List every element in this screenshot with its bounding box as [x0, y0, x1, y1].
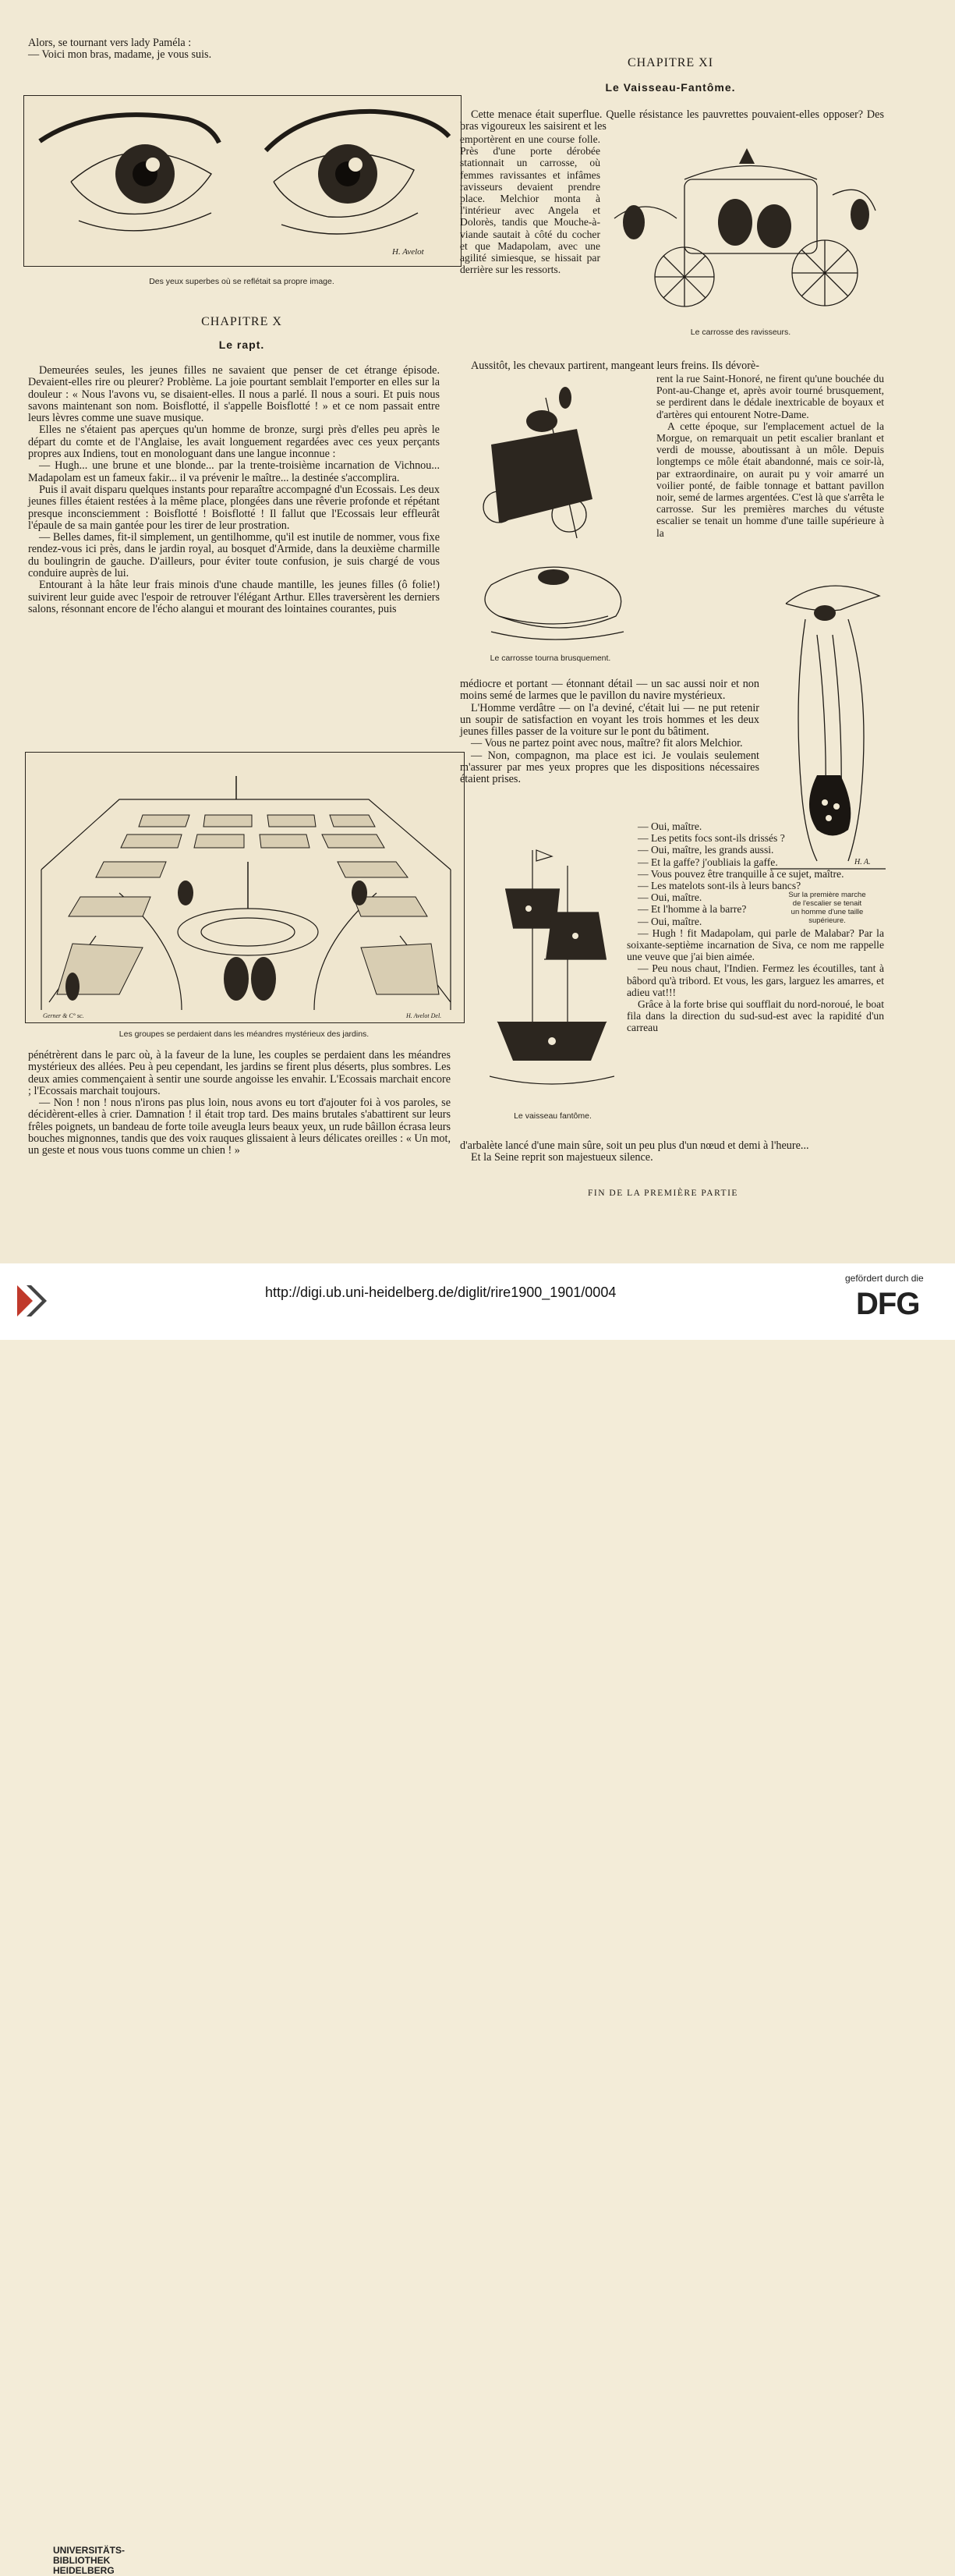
paragraph: rent la rue Saint-Honoré, ne firent qu'une bouchée du Pont-au-Change et, après avoir tourné brusquement, se perdirent dans le dédale inextricable de boyaux et d'artères qui entourent Notre-Dame. [656, 373, 884, 420]
gardens-signature-right: H. Avelot Del. [406, 1012, 442, 1019]
gardens-drawing [26, 753, 464, 1022]
tall-man-signature: H. A. [854, 858, 871, 866]
paragraph: — Belles dames, fit-il simplement, un gentilhomme, qu'il est inutile de nommer, vous fixe rendez-vous ici près, dans le jardin royal, au bosquet d'Armide, dans la deuxième charmille du boulingrin de gauche. D'ailleurs, pour éviter toute confusion, je suis chargé de vous conduire auprès de lui. [28, 531, 440, 580]
paragraph: emportèrent en une course folle. Près d'une porte dérobée stationnait un carrosse, où femmes ravissantes et infâmes ravisseurs devaient prendre place. Melchior monta à l'intérieur avec Angela et Dolorès, tandis que Mouche-à-viande sautait à côté du cocher et que Madapolam, avec une agilité simiesque, se hissait par derrière sur les ressorts. [460, 133, 600, 276]
paragraph: Demeurées seules, les jeunes filles ne savaient que penser de cet étrange épisode. Devaient-elles rire ou pleurer? Problème. La joie pourtant semblait l'emporter en elles sur la douleur : « Nous l'avons vu, se disaient-elles. Il nous a parlé. Il nous a souri. Et puis nous savons maintenant son nom. Boisflotté, il s'appelle Boisflotté ! » et ce nom passait entre leurs lèvres comme une suave musique. [28, 364, 440, 425]
right-line-a [460, 360, 884, 372]
dialog-line: — Les petits focs sont-ils drissés ? [638, 832, 785, 845]
gardens-signature-left: Gerner & C° sc. [43, 1012, 84, 1019]
right-mid [460, 679, 759, 786]
paragraph: Entourant à la hâte leur frais minois d'une chaude mantille, les jeunes filles (ô folie!) suivirent leur guide avec l'espoir de retrouver l'élégant Arthur. Elles traversèrent les derniers salons, résonnant encore de l'écho alangui et mourant des lointaines courantes, puis [28, 579, 440, 615]
end-of-part: FIN DE LA PREMIÈRE PARTIE [588, 1189, 738, 1198]
paragraph: pénétrèrent dans le parc où, à la faveur de la lune, les couples se perdaient dans les méandres mystérieux des allées. Peu à peu cependant, les jardins se firent plus déserts, plus sombres. Les deux amies commençaient à sentir une sourde angoisse les envahir. L'Ecossais marchait encore ; l'Ecossais marchait toujours. [28, 1049, 451, 1097]
carriage-caption: Le carrosse des ravisseurs. [690, 328, 791, 337]
paragraph: Puis il avait disparu quelques instants pour reparaître accompagné d'un Ecossais. Les deux jeunes filles étaient restées à la même place, plongées dans une rêverie profonde et répétant presque inconsciemment : Boisflotté ! Boisflotté ! Il fallut que l'Ecossais leur effleurât l'épaule de sa main gantée pour les tirer de leur prostration. [28, 483, 440, 532]
dialog-line: — Oui, maître. [638, 891, 702, 904]
funded-by-label: gefördert durch die [845, 1273, 924, 1284]
right-end [460, 1140, 884, 1164]
caption-line: de l'escalier se tenait [792, 899, 862, 908]
library-logo-icon [17, 1285, 48, 1316]
library-name [53, 2546, 125, 2576]
right-intro [460, 109, 884, 133]
paragraph: A cette époque, sur l'emplacement actuel de la Morgue, on remarquait un petit escalier branlant et verdi de mousse, aboutissant à un môle. Depuis longtemps ce môle était abandonné, mais ce soir-là, par extraordinaire, on aurait pu y voir amarré un voilier ponté, de faible tonnage et battant pavillon noir, semé de larmes argentées. C'est là que s'arrêta le carrosse. Sur les premières marches du vétuste escalier se tenait un homme d'une taille supérieure à la [656, 420, 884, 539]
top-lines [28, 37, 309, 62]
caption-line: Sur la première marche [788, 891, 866, 899]
digitization-footer [0, 1263, 955, 2576]
dialog-line: — Oui, maître. [638, 915, 702, 927]
chapter-x-title: CHAPITRE X [201, 315, 282, 328]
paragraph: Cette menace était superflue. Quelle résistance les pauvrettes pouvaient-elles opposer? Des bras vigoureux les saisirent et les [460, 108, 884, 133]
gardens-illustration [25, 752, 465, 1023]
ghost-ship-illustration [490, 842, 614, 1100]
library-line: UNIVERSITÄTS- [53, 2545, 126, 2556]
gardens-caption: Les groupes se perdaient dans les méandres mystérieux des jardins. [118, 1029, 370, 1039]
text-line: Alors, se tournant vers lady Paméla : [28, 37, 192, 49]
chapter-xi-title: CHAPITRE XI [627, 56, 714, 69]
eyes-caption: Des yeux superbes où se reflétait sa propre image. [149, 277, 334, 286]
left-column-text [28, 365, 440, 615]
paragraph: Aussitôt, les chevaux partirent, mangeant leurs freins. Ils dévorè- [471, 360, 759, 372]
dialog-line: — Oui, maître, les grands aussi. [638, 844, 774, 856]
carriage-turning-caption: Le carrosse tourna brusquement. [490, 654, 611, 663]
right-narrow-1 [460, 133, 600, 275]
carriage-turning-drawing [468, 382, 639, 647]
caption-line: supérieure. [808, 916, 846, 925]
paragraph: — Non ! non ! nous n'irons pas plus loin, nous avons eu tort d'ajouter foi à vos paroles, se décidèrent-elles à crier. Damnation ! il était trop tard. Des mains brutales s'abattirent sur leurs frêles poignets, un bandeau de forte toile aveugla leurs beaux yeux, un rude bâillon écrasa leurs bouches mignonnes, tandis que des voix rauques glissaient à leurs délicates oreilles : « Un mot, un geste et nous vous tuons comme un chien ! » [28, 1097, 451, 1157]
paragraph: Elles ne s'étaient pas aperçues qu'un homme de bronze, surgi près d'elles peu après le départ du comte et de l'Anglaise, les avait longuement regardées avec ces yeux perçants propres aux Indiens, tout en monologuant dans une langue inconnue : [28, 423, 440, 461]
eyes-drawing [24, 96, 461, 266]
chapter-x-subtitle: Le rapt. [218, 338, 265, 351]
dfg-logo: DFG [856, 1287, 920, 1321]
ghost-ship-drawing [490, 842, 614, 1100]
right-dialog [627, 820, 884, 1034]
library-line: BIBLIOTHEK [53, 2555, 111, 2566]
dialog-line: — Les matelots sont-ils à leurs bancs? [638, 880, 801, 892]
ghost-ship-caption: Le vaisseau fantôme. [514, 1111, 592, 1121]
right-narrow-2 [656, 373, 884, 539]
permalink[interactable]: http://digi.ub.uni-heidelberg.de/diglit/rire1900_1901/0004 [265, 1284, 617, 1300]
eyes-signature: H. Avelot [392, 247, 424, 257]
text-line: — Voici mon bras, madame, je vous suis. [28, 48, 212, 62]
eyes-illustration [23, 95, 462, 267]
carriage-drawing [599, 148, 889, 315]
dialog-line: — Hugh ! fit Madapolam, qui parle de Malabar? Par la soixante-septième incarnation de Siva, ce nom me rappelle une veuve que j'ai bien aimée. [627, 927, 884, 963]
paragraph: d'arbalète lancé d'une main sûre, soit un peu plus d'un nœud et demi à l'heure... [460, 1139, 809, 1152]
library-line: HEIDELBERG [53, 2565, 115, 2576]
dialog-line: — Peu nous chaut, l'Indien. Fermez les écoutilles, tant à bâbord qu'à tribord. Et vous, les gars, larguez les amarres, et adieu vat!!! [627, 962, 884, 998]
paragraph: — Hugh... une brune et une blonde... par la trente-troisième incarnation de Vichnou... Madapolam est un fameux fakir... il va prévenir le maître... la destinée s'accomplira. [28, 459, 440, 484]
paragraph: L'Homme verdâtre — on l'a deviné, c'était lui — ne put retenir un soupir de satisfaction en voyant les trois hommes et les deux jeunes filles passer de la voiture sur le pont du bâtiment. [460, 701, 759, 739]
paragraph: — Vous ne partez point avec nous, maître? fit alors Melchior. [471, 737, 743, 750]
paragraph: médiocre et portant — étonnant détail — un sac aussi noir et non moins semé de larmes que le pavillon du navire mystérieux. [460, 678, 759, 703]
newspaper-page [0, 0, 955, 1263]
chapter-xi-subtitle: Le Vaisseau-Fantôme. [605, 81, 736, 94]
caption-line: un homme d'une taille [791, 908, 864, 916]
dialog-line: — Et l'homme à la barre? [638, 903, 747, 916]
carriage-turning-illustration [468, 382, 639, 647]
dialog-line: Grâce à la forte brise qui soufflait du nord-noroué, le boat fila dans la direction du sud-sud-est avec la rapidité d'un carreau [627, 998, 884, 1034]
carriage-illustration [599, 148, 889, 315]
dialog-line: — Et la gaffe? j'oubliais la gaffe. [638, 856, 778, 868]
left-bottom-text [28, 1050, 451, 1157]
paragraph: — Non, compagnon, ma place est ici. Je voulais seulement m'assurer par mes yeux propres que les dispositions nécessaires étaient prises. [460, 749, 759, 786]
dialog-line: — Vous pouvez être tranquille à ce sujet, maître. [638, 867, 844, 880]
dialog-line: — Oui, maître. [638, 820, 702, 832]
paragraph: Et la Seine reprit son majestueux silence. [471, 1151, 653, 1164]
